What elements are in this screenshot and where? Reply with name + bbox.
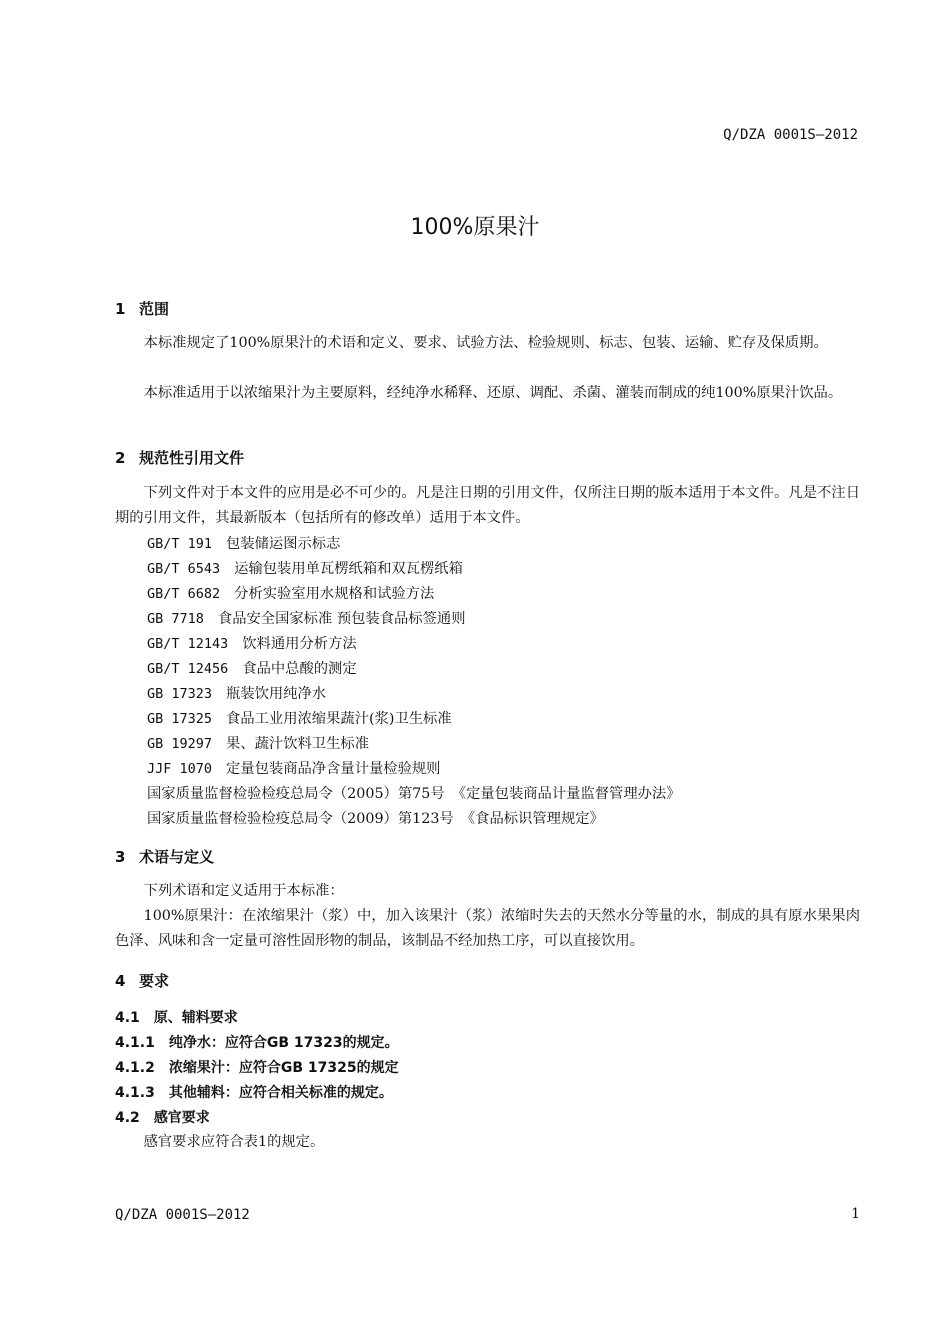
section-title: 规范性引用文件	[139, 449, 245, 467]
reference-code: GB/T 191	[147, 536, 213, 552]
subsection-4-2	[115, 1107, 210, 1127]
reference-item	[147, 733, 369, 753]
reference-order: 国家质量监督检验检疫总局令（2005）第75号 《定量包装商品计量监督管理办法》	[147, 786, 681, 802]
reference-code: GB/T 12143	[147, 636, 229, 652]
reference-code: GB 17325	[147, 711, 213, 727]
section-title: 要求	[139, 972, 170, 990]
subsection-number: 4.2	[115, 1110, 140, 1126]
reference-item	[147, 683, 326, 703]
subsection-number: 4.1.1	[115, 1035, 155, 1051]
reference-item	[147, 558, 463, 578]
subsection-4-1-1	[115, 1032, 399, 1052]
reference-item	[147, 533, 340, 553]
section-1-paragraph-1: 本标准规定了100%原果汁的术语和定义、要求、试验方法、检验规则、标志、包装、运输、贮存及保质期。	[143, 335, 828, 351]
subsection-title: 浓缩果汁：应符合GB 17325的规定	[168, 1060, 399, 1076]
reference-code: GB/T 6682	[147, 586, 221, 602]
subsection-4-1	[115, 1007, 238, 1027]
section-number: 3	[115, 848, 126, 866]
subsection-4-1-3	[115, 1082, 393, 1102]
reference-item	[147, 658, 357, 678]
section-4-2-paragraph: 感官要求应符合表1的规定。	[143, 1134, 325, 1150]
reference-name: 食品中总酸的测定	[242, 661, 357, 677]
section-number: 2	[115, 449, 126, 467]
reference-code: GB/T 6543	[147, 561, 221, 577]
subsection-title: 纯净水：应符合GB 17323的规定。	[168, 1035, 399, 1051]
section-2-heading	[115, 447, 244, 468]
reference-item	[147, 633, 357, 653]
reference-name: 食品安全国家标准 预包装食品标签通则	[217, 611, 466, 627]
reference-item	[147, 583, 434, 603]
section-1-heading	[115, 298, 169, 319]
reference-name: 饮料通用分析方法	[242, 636, 357, 652]
reference-name: 定量包装商品净含量计量检验规则	[226, 761, 441, 777]
subsection-title: 其他辅料：应符合相关标准的规定。	[168, 1085, 393, 1101]
reference-item	[147, 608, 466, 628]
subsection-number: 4.1	[115, 1010, 140, 1026]
section-title: 术语与定义	[139, 848, 215, 866]
reference-item	[147, 708, 452, 728]
reference-code: GB/T 12456	[147, 661, 229, 677]
section-number: 1	[115, 300, 126, 318]
document-title: 100%原果汁	[410, 215, 540, 240]
reference-code: GB 17323	[147, 686, 213, 702]
reference-name: 瓶装饮用纯净水	[226, 686, 327, 702]
reference-code: GB 7718	[147, 611, 204, 627]
section-3-paragraph-1: 下列术语和定义适用于本标准：	[143, 883, 344, 899]
subsection-title: 原、辅料要求	[153, 1010, 238, 1026]
reference-code: GB 19297	[147, 736, 213, 752]
reference-item	[147, 758, 440, 778]
subsection-number: 4.1.3	[115, 1085, 155, 1101]
section-3-heading	[115, 846, 214, 867]
reference-code: JJF 1070	[147, 761, 213, 777]
section-1-paragraph-2: 本标准适用于以浓缩果汁为主要原料，经纯净水稀释、还原、调配、杀菌、灌装而制成的纯100%原果汁饮品。	[143, 385, 843, 401]
section-2-intro: 下列文件对于本文件的应用是必不可少的。凡是注日期的引用文件，仅所注日期的版本适用于本文件。凡是不注日期的引用文件，其最新版本（包括所有的修改单）适用于本文件。	[115, 485, 860, 526]
reference-order: 国家质量监督检验检疫总局令（2009）第123号 《食品标识管理规定》	[147, 811, 604, 827]
page-number: 1	[851, 1206, 860, 1222]
section-number: 4	[115, 972, 126, 990]
reference-name: 包装储运图示标志	[226, 536, 341, 552]
subsection-number: 4.1.2	[115, 1060, 155, 1076]
subsection-4-1-2	[115, 1057, 399, 1077]
header-document-code: Q/DZA 0001S—2012	[723, 127, 858, 143]
reference-name: 果、蔬汁饮料卫生标准	[226, 736, 369, 752]
reference-name: 分析实验室用水规格和试验方法	[234, 586, 435, 602]
subsection-title: 感官要求	[153, 1110, 210, 1126]
section-title: 范围	[139, 300, 170, 318]
reference-name: 食品工业用浓缩果蔬汁(浆)卫生标准	[226, 711, 452, 727]
section-3-definition: 100%原果汁：在浓缩果汁（浆）中，加入该果汁（浆）浓缩时失去的天然水分等量的水，制成的具有原水果果肉色泽、风味和含一定量可溶性固形物的制品，该制品不经加热工序，可以直接饮用。	[115, 908, 860, 949]
section-4-heading	[115, 970, 169, 991]
footer-document-code: Q/DZA 0001S—2012	[115, 1207, 250, 1223]
reference-name: 运输包装用单瓦楞纸箱和双瓦楞纸箱	[234, 561, 463, 577]
